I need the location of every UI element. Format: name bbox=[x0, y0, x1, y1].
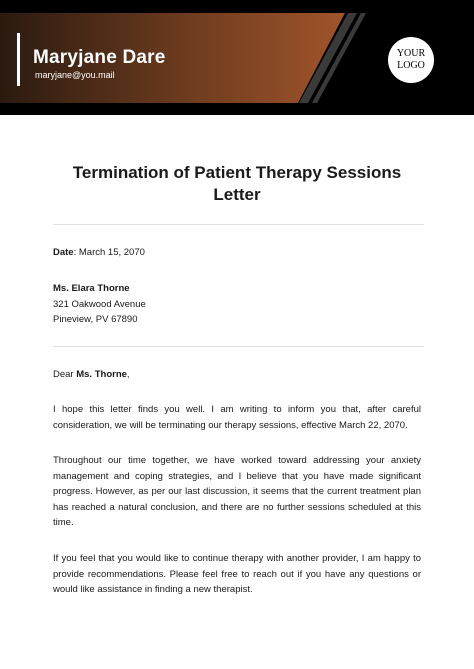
body-paragraph-2: Throughout our time together, we have worked toward addressing your anxiety management and coping strategies, and I believe that you have made significant progress. However, as per our last discussion, it seems that the current treatment plan has reached a natural conclusion, and there are no further sessions scheduled at this time. bbox=[53, 455, 421, 528]
letterhead-header bbox=[0, 0, 474, 115]
company-logo bbox=[388, 37, 434, 83]
recipient-block bbox=[53, 281, 146, 328]
recipient-name: Ms. Elara Thorne bbox=[53, 283, 130, 294]
date-value: : March 15, 2070 bbox=[73, 247, 145, 258]
divider-middle bbox=[53, 346, 424, 347]
divider-top bbox=[53, 224, 424, 225]
salutation-prefix: Dear bbox=[53, 369, 77, 380]
salutation bbox=[53, 367, 130, 383]
title-line-2: Letter bbox=[213, 185, 261, 204]
body-paragraph-1: I hope this letter finds you well. I am writing to inform you that, after careful consideration, we will be terminating our therapy sessions, effective March 22, 2070. bbox=[53, 404, 421, 431]
sender-name: Maryjane Dare bbox=[33, 47, 166, 68]
title-line-1: Termination of Patient Therapy Sessions bbox=[72, 163, 402, 182]
body-paragraph-3: If you feel that you would like to continue therapy with another provider, I am happy to provide recommendations. Please feel free to reach out if you have any questions or would like assistance in finding a new therapist. bbox=[53, 553, 421, 595]
sender-email: maryjane@you.mail bbox=[35, 70, 115, 80]
logo-text: YOUR LOGO bbox=[396, 48, 426, 71]
letter-title bbox=[0, 162, 474, 206]
date-label: Date bbox=[53, 247, 74, 258]
date-line bbox=[53, 245, 145, 261]
salutation-suffix: , bbox=[126, 369, 130, 380]
salutation-name: Ms. Thorne bbox=[76, 369, 127, 380]
recipient-street: 321 Oakwood Avenue bbox=[53, 298, 146, 310]
header-accent-bar bbox=[17, 33, 20, 86]
recipient-city: Pineview, PV 67890 bbox=[53, 314, 138, 325]
